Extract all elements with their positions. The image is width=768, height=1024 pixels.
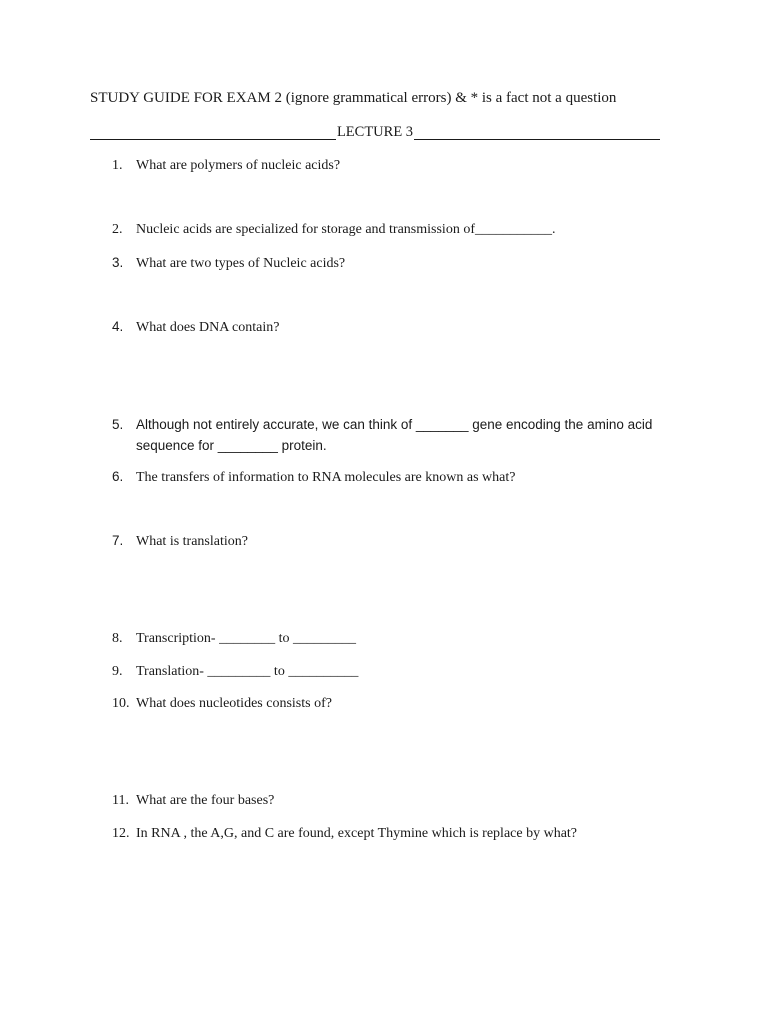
question-number: 6.	[112, 469, 124, 484]
lecture-header	[90, 124, 660, 140]
question-number: 7.	[112, 533, 124, 548]
question-number: 10.	[112, 696, 130, 711]
question-item	[112, 466, 515, 488]
question-number: 9.	[112, 664, 123, 679]
question-item	[112, 661, 358, 682]
question-text: Translation- _________ to __________	[136, 664, 359, 679]
question-text: What are polymers of nucleic acids?	[136, 158, 341, 173]
question-text: What does nucleotides consists of?	[136, 696, 332, 711]
question-item	[112, 219, 555, 240]
question-number: 12.	[112, 826, 130, 841]
underline-rule-right	[414, 125, 660, 140]
question-number: 11.	[112, 793, 129, 808]
question-text: In RNA , the A,G, and C are found, except Thymine which is replace by what?	[136, 826, 578, 841]
page-title: STUDY GUIDE FOR EXAM 2 (ignore grammatical errors) & * is a fact not a question	[90, 90, 617, 106]
question-text: What are the four bases?	[136, 793, 275, 808]
question-item	[112, 823, 577, 844]
question-number: 8.	[112, 631, 123, 646]
question-number: 5.	[112, 417, 124, 432]
question-item	[112, 693, 332, 714]
question-text: What are two types of Nucleic acids?	[136, 256, 346, 271]
lecture-label: LECTURE 3	[336, 124, 414, 140]
question-text: What is translation?	[136, 534, 248, 549]
question-item	[112, 316, 279, 338]
question-number: 3.	[112, 255, 124, 270]
question-item	[112, 252, 345, 274]
question-item	[112, 530, 248, 552]
question-text: The transfers of information to RNA molecules are known as what?	[136, 470, 516, 485]
question-number: 4.	[112, 319, 124, 334]
question-item	[112, 155, 340, 176]
question-text: Nucleic acids are specialized for storage and transmission of___________.	[136, 222, 556, 237]
question-text: What does DNA contain?	[136, 320, 280, 335]
question-item	[112, 790, 274, 811]
question-item	[112, 414, 660, 456]
question-text: Although not entirely accurate, we can think of _______ gene encoding the amino acid sequence for ________ protein.	[136, 417, 653, 453]
question-item	[112, 628, 356, 649]
question-number: 1.	[112, 158, 123, 173]
question-number: 2.	[112, 222, 123, 237]
underline-rule-left	[90, 125, 336, 140]
question-text: Transcription- ________ to _________	[136, 631, 356, 646]
